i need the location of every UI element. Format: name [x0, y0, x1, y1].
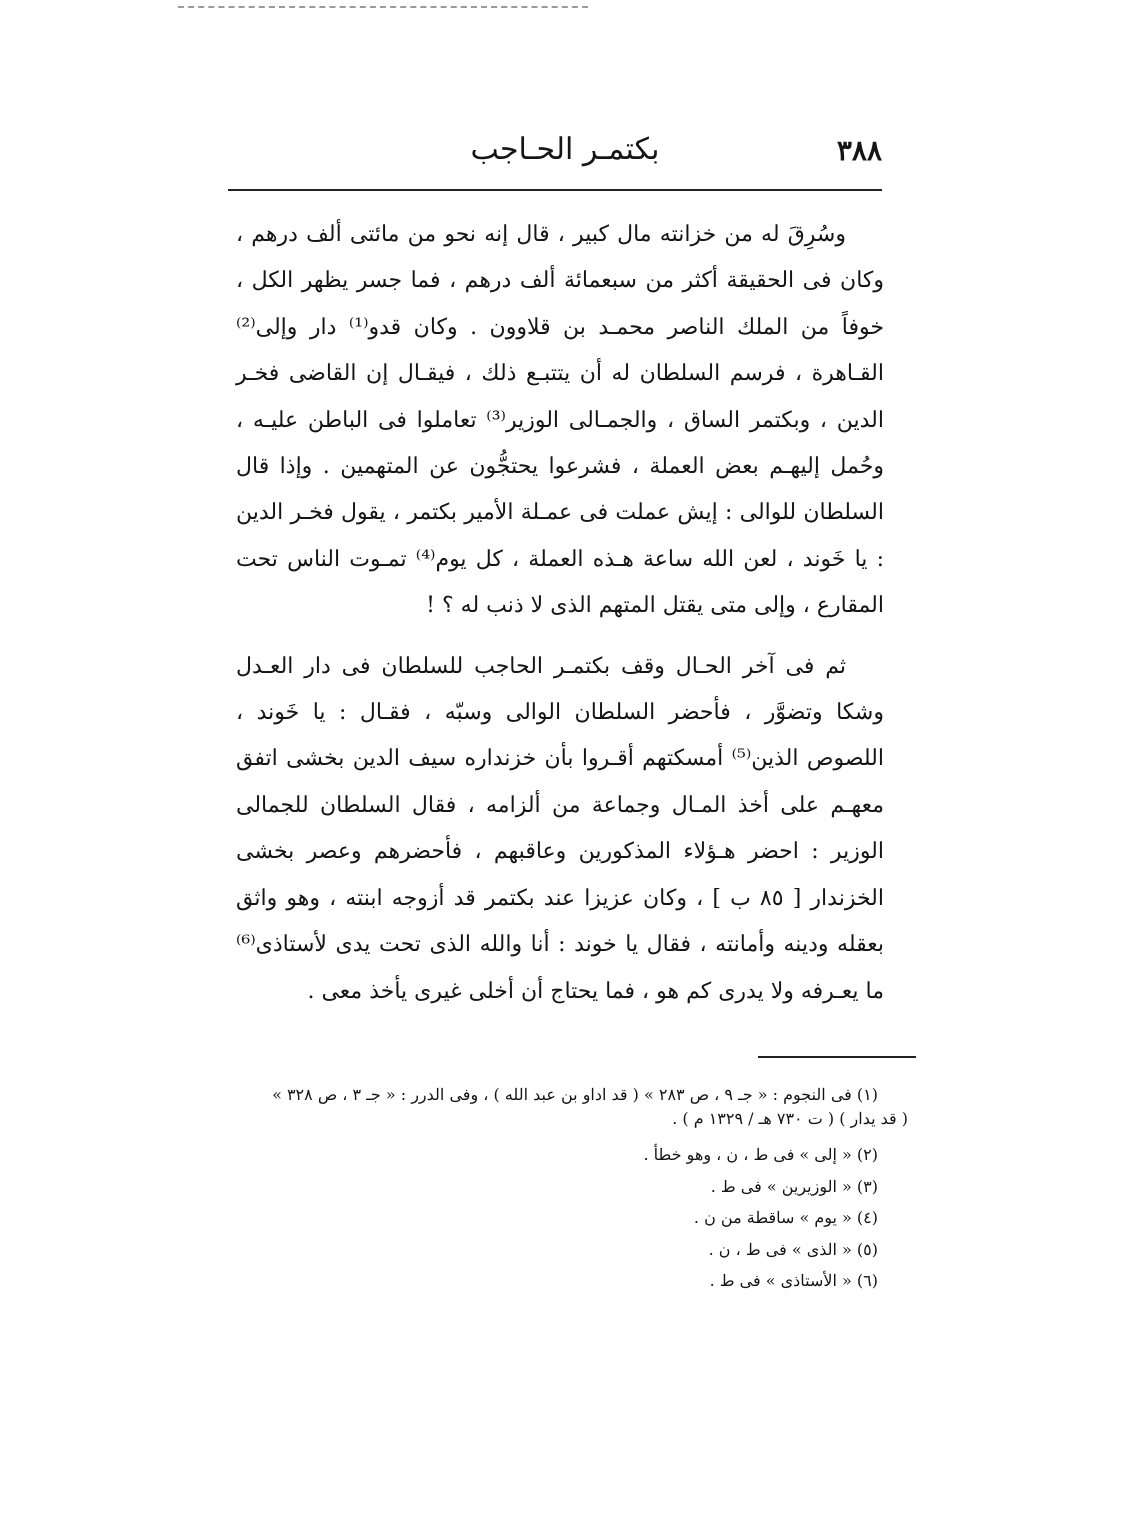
- footnote-rule: [758, 1056, 916, 1058]
- footnotes: [268, 1083, 908, 1297]
- scan-edge-mark: [178, 6, 588, 8]
- page-number: ٣٨٨: [836, 134, 882, 167]
- paragraph-2: ثم فى آخر الحـال وقف بكتمـر الحاجب للسلطان فى دار العـدل وشكا وتضوَّر ، فأحضر السلطان الوالى وسبّه ، فقـال : يا خَوند ، اللصوص الذين⁽⁵⁾ أمسكتهم أقـروا بأن خزنداره سيف الدين بخشى اتفق معهـم على أخذ المـال وجماعة من ألزامه ، فقال السلطان للجمالى الوزير : احضر هـؤلاء المذكورين وعاقبهم ، فأحضرهم وعصر بخشى الخزندار [ ٨٥ ب ] ، وكان عزيزا عند بكتمر قد أزوجه ابنته ، وهو واثق بعقله ودينه وأمانته ، فقال يا خوند : أنا والله الذى تحت يدى لأستاذى⁽⁶⁾ ما يعـرفه ولا يدرى كم هو ، فما يحتاج أن أخلى غيرى يأخذ معى .: [236, 653, 884, 1004]
- footnote-1: (١) فى النجوم : « جـ ٩ ، ص ٢٨٣ » ( قد اداو بن عبد الله ) ، وفى الدرر : « جـ ٣ ، ص ٣٢٨ » ( قد يدار ) ( ت ٧٣٠ هـ / ١٣٢٩ م ) .: [272, 1085, 908, 1128]
- footnote-2: (٢) « إلى » فى ط ، ن ، وهو خطأ .: [643, 1145, 878, 1164]
- body-text: [236, 212, 884, 1015]
- header-rule: [228, 189, 882, 191]
- paragraph-1: وسُرِقَ له من خزانته مال كبير ، قال إنه نحو من مائتى ألف درهم ، وكان فى الحقيقة أكثر من سبعمائة ألف درهم ، فما جسر يظهر الكل ، خوفاً من الملك الناصر محمـد بن قلاوون . وكان قدو⁽¹⁾ دار وإلى⁽²⁾ القـاهرة ، فرسم السلطان له أن يتتبـع ذلك ، فيقـال إن القاضى فخـر الدين ، وبكتمر الساق ، والجمـالى الوزير⁽³⁾ تعاملوا فى الباطن عليـه ، وحُمل إليهـم بعض العملة ، فشرعوا يحتجُّون عن المتهمين . وإذا قال السلطان للوالى : إيش عملت فى عمـلة الأمير بكتمر ، يقول فخـر الدين : يا خَوند ، لعن الله ساعة هـذه العملة ، كل يوم⁽⁴⁾ تمـوت الناس تحت المقارع ، وإلى متى يقتل المتهم الذى لا ذنب له ؟ !: [236, 222, 884, 619]
- footnote-6: (٦) « الأستاذى » فى ط .: [709, 1271, 878, 1290]
- running-title: بكتمـر الحـاجب: [470, 132, 660, 167]
- footnote-3: (٣) « الوزيرين » فى ط .: [710, 1176, 878, 1196]
- page-header: [230, 132, 882, 178]
- footnote-5: (٥) « الذى » فى ط ، ن .: [708, 1239, 878, 1259]
- footnote-4: (٤) « يوم » ساقطة من ن .: [693, 1208, 878, 1227]
